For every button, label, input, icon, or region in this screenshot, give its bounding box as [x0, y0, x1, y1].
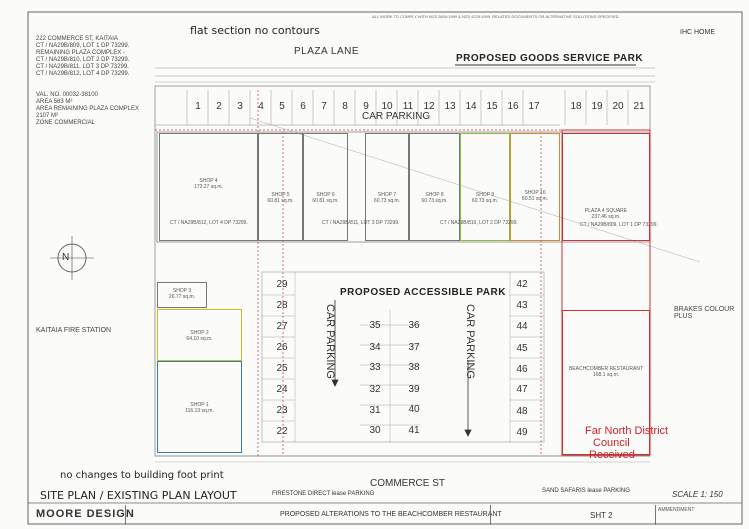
stall-number: 48 [516, 406, 528, 417]
stall-number: 25 [276, 363, 288, 374]
sand-safaris-note: SAND SAFARIS lease PARKING [542, 488, 630, 494]
proposed-goods-label: PROPOSED GOODS SERVICE PARK [456, 53, 644, 64]
stall-number: 41 [408, 425, 420, 436]
stall-number: 21 [633, 101, 645, 112]
stall-number: 39 [408, 384, 420, 395]
stall-number: 29 [276, 279, 288, 290]
address-block: 222 COMMERCE ST, KAITAIA CT / NA29B/809, LOT 1 DP 73299. REMAINING PLAZA COMPLEX - CT / NA29B/810, LOT 2 DP 73299. CT / NA29B/811, LOT 3 DP 73299. CT / NA29B/812, LOT 4 DP 73299. [36, 36, 130, 77]
top-note: flat section no contours [190, 24, 320, 37]
ct-label: CT / NA29B/811, LOT 3 DP 73299. [322, 220, 400, 226]
stall-number: 11 [402, 101, 414, 112]
firestone-note: FIRESTONE DIRECT lease PARKING [272, 491, 375, 497]
stall-number: 35 [369, 320, 381, 331]
stall-number: 16 [507, 101, 519, 112]
stall-number: 31 [369, 405, 381, 416]
stall-number: 2 [216, 101, 222, 112]
stall-number: 24 [276, 384, 288, 395]
zone-info-block: VAL. NO. 00032-38100 AREA 563 M² AREA REMAINING PLAZA COMPLEX 2107 M² ZONE COMMERCIAL [36, 92, 140, 126]
shop-6: SHOP 6 60.81 sq.m. [303, 133, 348, 241]
plaza-4-square: PLAZA 4 SQUARE 237.46 sq.m. [562, 133, 650, 241]
stall-number: 34 [369, 342, 381, 353]
stall-number: 37 [408, 342, 420, 353]
ct-label: CT / NA29B/810, LOT 2 DP 73299. [440, 220, 518, 226]
shop-4: SHOP 4 173.27 sq.m. [159, 133, 258, 241]
compliance-note: ALL WORK TO COMPLY WITH NZS 3604:1999 & NZS 4229:1999, RELATED DOCUMENTS OR ALTERNATIVE SOLUTIONS SPECIFIED [372, 14, 619, 19]
stall-number: 14 [465, 101, 477, 112]
stall-number: 27 [276, 321, 288, 332]
company-name: MOORE DESIGN [36, 508, 135, 520]
shop-10: SHOP 10 60.51 sq.m. [510, 133, 560, 241]
stall-number: 23 [276, 405, 288, 416]
stall-number: 47 [516, 384, 528, 395]
compass-north: N [62, 252, 70, 263]
stall-number: 22 [276, 426, 288, 437]
stall-number: 26 [276, 342, 288, 353]
stall-number: 36 [408, 320, 420, 331]
stall-number: 20 [612, 101, 624, 112]
stall-number: 33 [369, 362, 381, 373]
beachcomber-restaurant: BEACHCOMBER RESTAURANT 168.1 sq.m. [562, 310, 650, 455]
stall-number: 42 [516, 279, 528, 290]
stall-number: 6 [300, 101, 306, 112]
shop-9: SHOP 9 60.73 sq.m. [460, 133, 510, 241]
stall-number: 15 [486, 101, 498, 112]
shop-7: SHOP 7 60.73 sq.m. [365, 133, 409, 241]
shop-8: SHOP 8 60.73 sq.m. [409, 133, 460, 241]
shop-3: SHOP 3 26.77 sq.m. [157, 282, 207, 308]
stall-number: 4 [258, 101, 264, 112]
car-parking-label: CAR PARKING [362, 111, 431, 122]
commerce-st-label: COMMERCE ST [370, 478, 445, 489]
stall-number: 38 [408, 362, 420, 373]
council-received-stamp: Far North District Council Received [585, 425, 669, 461]
car-parking-vertical: CAR PARKING [464, 304, 476, 379]
fire-station-label: KAITAIA FIRE STATION [36, 327, 112, 334]
stall-number: 19 [591, 101, 603, 112]
project-title: PROPOSED ALTERATIONS TO THE BEACHCOMBER RESTAURANT [280, 511, 502, 518]
stall-number: 8 [342, 101, 348, 112]
shop-5: SHOP 5 60.81 sq.m. [258, 133, 303, 241]
stall-number: 32 [369, 384, 381, 395]
title-block-drawn [490, 505, 580, 525]
ct-label: CT / NA29B/812, LOT 4 DP 73299. [170, 220, 248, 226]
scale-note: SCALE 1: 150 [672, 490, 723, 499]
stall-number: 46 [516, 364, 528, 375]
stall-number: 1 [195, 101, 201, 112]
stall-number: 45 [516, 343, 528, 354]
stall-number: 28 [276, 300, 288, 311]
brakes-label: BRAKES COLOUR PLUS [674, 306, 735, 320]
stall-number: 5 [279, 101, 285, 112]
stall-number: 40 [408, 404, 420, 415]
stall-number: 43 [516, 300, 528, 311]
stall-number: 17 [528, 101, 540, 112]
ihc-home-label: IHC HOME [680, 29, 715, 36]
stall-number: 9 [363, 101, 369, 112]
stall-number: 30 [369, 425, 381, 436]
stall-number: 3 [237, 101, 243, 112]
shop-1: SHOP 1 116.13 sq.m. [157, 361, 242, 453]
title-block-contact [125, 505, 270, 525]
ct-label: CT / NA29B/809, LOT 1 DP 73299. [580, 222, 658, 228]
stall-number: 18 [570, 101, 582, 112]
stall-number: 7 [321, 101, 327, 112]
stall-number: 13 [444, 101, 456, 112]
stall-number: 10 [381, 101, 393, 112]
sheet-number: SHT 2 [590, 511, 613, 520]
proposed-accessible-label: PROPOSED ACCESSIBLE PARK [340, 287, 506, 298]
title-block-amendment: AMMENDMENT [655, 505, 705, 525]
stall-number: 44 [516, 321, 528, 332]
stall-number: 12 [423, 101, 435, 112]
no-changes-note: no changes to building foot print [60, 470, 224, 481]
shop-2: SHOP 2 64.10 sq.m. [157, 309, 242, 361]
site-plan-note: SITE PLAN / EXISTING PLAN LAYOUT [40, 489, 237, 502]
stall-number: 49 [516, 427, 528, 438]
car-parking-vertical: CAR PARKING [324, 304, 336, 379]
plaza-lane-label: PLAZA LANE [294, 46, 360, 57]
